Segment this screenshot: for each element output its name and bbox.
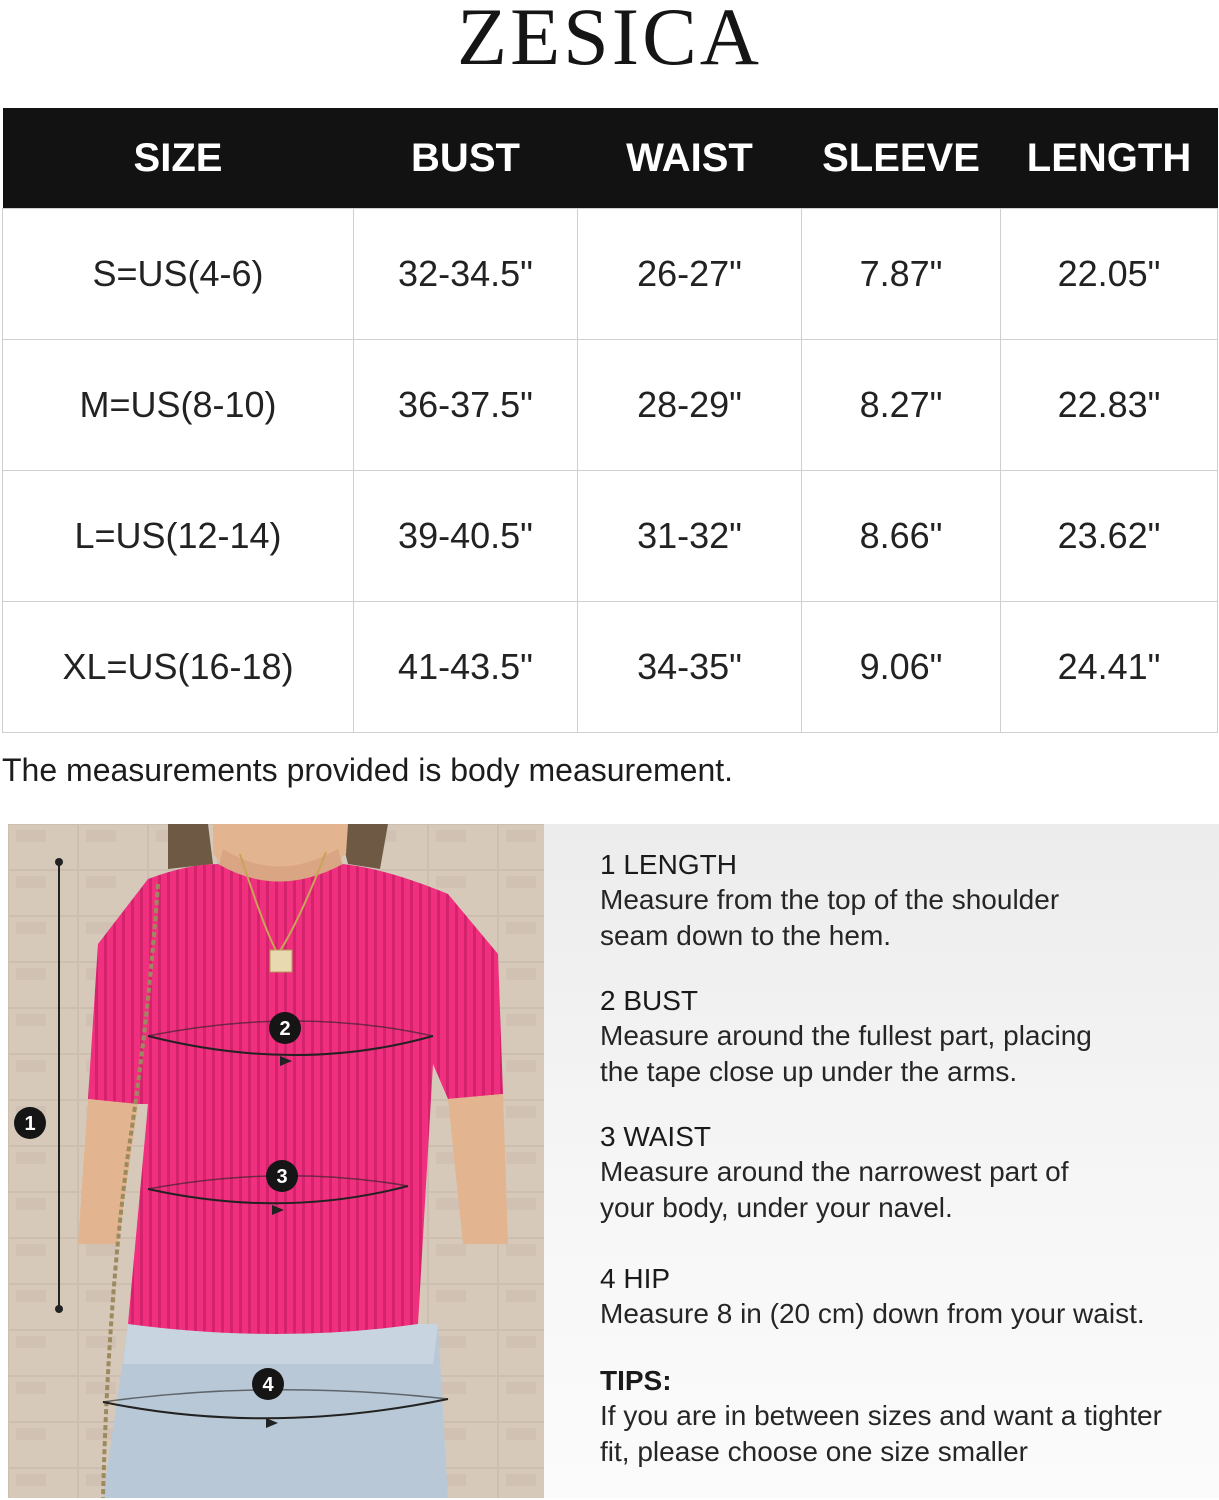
- tips-title: TIPS:: [600, 1365, 672, 1396]
- measure-marker-4: [262, 1374, 274, 1396]
- marker-label: 2: [279, 1018, 291, 1040]
- measurement-note: The measurements provided is body measurement.: [2, 752, 734, 788]
- cell-sleeve: 8.27": [802, 340, 1001, 471]
- guide-title: 1 LENGTH: [600, 849, 737, 880]
- marker-label: 3: [276, 1166, 288, 1188]
- model-photo: [8, 824, 544, 1498]
- guide-desc-line: Measure around the fullest part, placing: [600, 1020, 1092, 1051]
- cell-waist: 26-27": [578, 209, 802, 340]
- cell-waist: 34-35": [578, 602, 802, 733]
- cell-waist: 31-32": [578, 471, 802, 602]
- guide-desc-line: seam down to the hem.: [600, 920, 892, 951]
- cell-size: XL=US(16-18): [3, 602, 354, 733]
- marker-label: 1: [24, 1113, 36, 1135]
- marker-label: 4: [262, 1374, 274, 1396]
- brand-logo: ZESICA: [457, 0, 762, 82]
- table-row: [3, 209, 1218, 340]
- cell-sleeve: 9.06": [802, 602, 1001, 733]
- header-sleeve: SLEEVE: [802, 108, 1001, 209]
- cell-bust: 39-40.5": [354, 471, 578, 602]
- measure-marker-1: [24, 1113, 35, 1135]
- cell-size: S=US(4-6): [3, 209, 354, 340]
- header-waist: WAIST: [578, 108, 802, 209]
- guide-waist: [600, 1120, 1210, 1226]
- guide-desc-line: Measure from the top of the shoulder: [600, 884, 1060, 915]
- cell-sleeve: 7.87": [802, 209, 1001, 340]
- guide-desc-line: the tape close up under the arms.: [600, 1056, 1018, 1087]
- table-row: [3, 340, 1218, 471]
- cell-size: L=US(12-14): [3, 471, 354, 602]
- table-row: [3, 602, 1218, 733]
- guide-desc-line: Measure 8 in (20 cm) down from your waist.: [600, 1298, 1145, 1329]
- size-chart-table: [2, 108, 1218, 733]
- guide-title: 4 HIP: [600, 1263, 671, 1294]
- table-row: [3, 471, 1218, 602]
- header-length: LENGTH: [1001, 108, 1218, 209]
- cell-bust: 36-37.5": [354, 340, 578, 471]
- cell-length: 24.41": [1001, 602, 1218, 733]
- cell-bust: 32-34.5": [354, 209, 578, 340]
- guide-bust: [600, 984, 1210, 1090]
- cell-bust: 41-43.5": [354, 602, 578, 733]
- guide-desc-line: your body, under your navel.: [600, 1192, 953, 1223]
- guide-length: [600, 848, 1210, 954]
- cell-waist: 28-29": [578, 340, 802, 471]
- tips-desc-line: fit, please choose one size smaller: [600, 1436, 1028, 1467]
- guide-hip: [600, 1262, 1210, 1332]
- guide-title: 2 BUST: [600, 985, 699, 1016]
- table-header-row: [3, 108, 1218, 209]
- cell-length: 22.05": [1001, 209, 1218, 340]
- cell-length: 23.62": [1001, 471, 1218, 602]
- tips-desc-line: If you are in between sizes and want a tighter: [600, 1400, 1162, 1431]
- tips-section: [600, 1364, 1210, 1470]
- cell-size: M=US(8-10): [3, 340, 354, 471]
- measure-marker-3: [276, 1166, 287, 1188]
- guide-title: 3 WAIST: [600, 1121, 711, 1152]
- header-size: SIZE: [3, 108, 354, 209]
- cell-length: 22.83": [1001, 340, 1218, 471]
- guide-desc-line: Measure around the narrowest part of: [600, 1156, 1069, 1187]
- cell-sleeve: 8.66": [802, 471, 1001, 602]
- header-bust: BUST: [354, 108, 578, 209]
- measure-marker-2: [279, 1018, 290, 1040]
- measurement-guide-panel: [544, 824, 1219, 1498]
